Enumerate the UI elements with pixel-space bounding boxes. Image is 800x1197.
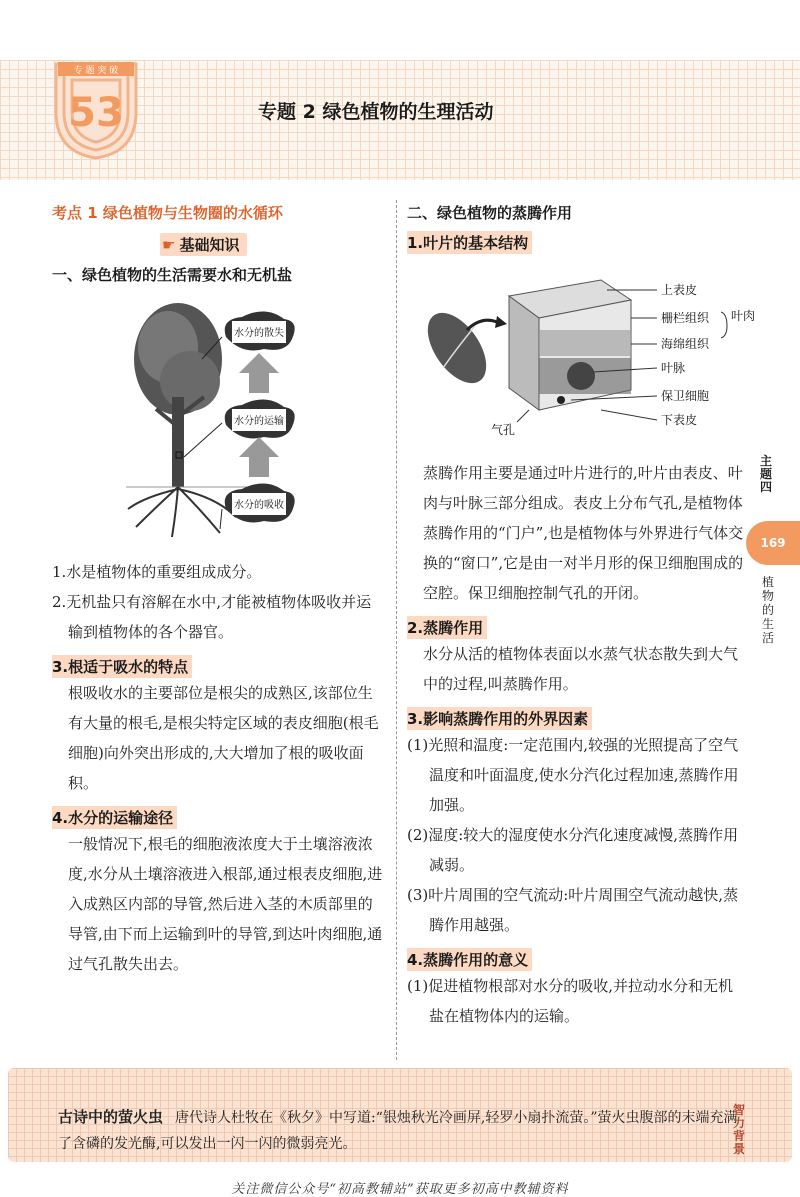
side-subject-label: 植物的生活 [762,575,775,645]
figure-label-vein: 叶脉 [661,361,686,375]
sub-1-text: 蒸腾作用主要是通过叶片进行的,叶片由表皮、叶肉与叶脉三部分组成。表皮上分布气孔,是植物体蒸腾作用的“门户”,也是植物体与外界进行气体交换的“窗口”,它是由一对半月形的保卫细胞围成的空腔。保卫细胞控制气孔的开闭。 [423,464,744,602]
tree-water-cycle-figure [116,297,366,545]
figure-label-spongy: 海绵组织 [661,337,710,351]
figure-label-transport: 水分的运输 [234,416,284,427]
sub-3-item-2: (2)湿度:较大的湿度使水分汽化速度减慢,蒸腾作用减弱。 [407,826,739,874]
figure-label-upper-epidermis: 上表皮 [661,283,698,297]
sub-2-heading: 2.蒸腾作用 [407,616,487,639]
kaodian-heading: 考点 1 绿色植物与生物圈的水循环 [52,204,283,222]
hand-icon: ☛ [162,235,176,254]
basic-knowledge-badge [160,233,247,256]
sub-4-item-1: (1)促进植物根部对水分的吸收,并拉动水分和无机盐在植物体内的运输。 [407,977,734,1025]
item-3-text: 根吸收水的主要部位是根尖的成熟区,该部位生有大量的根毛,是根尖特定区域的表皮细胞(根毛细胞)向外突出形成的,大大增加了根的吸收面积。 [68,684,379,792]
sub-4-heading: 4.蒸腾作用的意义 [407,948,532,971]
figure-label-mesophyll: 叶肉 [731,309,756,323]
figure-label-lower-epidermis: 下表皮 [661,413,698,427]
figure-label-palisade: 栅栏组织 [661,311,710,325]
figure-label-absorption: 水分的吸收 [234,500,284,511]
sub-3-item-1: (1)光照和温度:一定范围内,较强的光照提高了空气温度和叶面温度,使水分汽化过程加速,蒸腾作用加强。 [407,736,739,814]
footer-body: 唐代诗人杜牧在《秋夕》中写道:“银烛秋光冷画屏,轻罗小扇扑流萤。”萤火虫腹部的末端充满了含磷的发光酶,可以发出一闪一闪的微弱亮光。 [58,1110,738,1152]
page-number: 169 [760,536,786,550]
leaf-structure-figure [421,260,756,440]
53-logo-icon [50,60,142,160]
left-column [52,196,386,979]
logo-top-text: 专 题 突 破 [73,66,119,76]
item-1: 1.水是植物体的重要组成成分。 [52,563,262,581]
item-4-heading: 4.水分的运输途径 [52,806,177,829]
sub-3-heading: 3.影响蒸腾作用的外界因素 [407,707,592,730]
figure-label-evaporation: 水分的散失 [234,328,284,339]
sub-2-text: 水分从活的植物体表面以水蒸气状态散失到大气中的过程,叫蒸腾作用。 [423,645,739,693]
item-3-heading: 3.根适于吸水的特点 [52,655,192,678]
item-2: 2.无机盐只有溶解在水中,才能被植物体吸收并运输到植物体的各个器官。 [52,593,372,641]
item-4-text: 一般情况下,根毛的细胞液浓度大于土壤溶液浓度,水分从土壤溶液进入根部,通过根表皮细胞,进入成熟区内部的导管,然后进入茎的木质部里的导管,由下而上运输到叶的导管,到达叶肉细胞,通过气孔散失出去。 [68,835,383,973]
side-theme-label: 主题四 [760,454,773,494]
sub-3-item-3: (3)叶片周围的空气流动:叶片周围空气流动越快,蒸腾作用越强。 [407,886,739,934]
footer-note [58,1104,738,1157]
basic-knowledge-label: 基础知识 [179,236,240,254]
section-2-heading: 二、绿色植物的蒸腾作用 [407,204,573,222]
footer-tag: 智力背景 [733,1103,746,1156]
right-column [407,196,756,1031]
figure-label-stoma: 气孔 [491,423,516,437]
page-number-tab [746,521,800,565]
logo-number: 53 [68,90,124,136]
figure-label-guard-cell: 保卫细胞 [661,389,710,403]
page-title: 专题 2 绿色植物的生理活动 [258,101,494,123]
watermark: 关注微信公众号“初高教辅站”获取更多初高中教辅资料 [231,1182,569,1197]
footer-title: 古诗中的萤火虫 [58,1108,164,1126]
column-divider [396,200,397,1060]
sub-1-heading: 1.叶片的基本结构 [407,231,532,254]
section-1-heading: 一、绿色植物的生活需要水和无机盐 [52,266,293,284]
